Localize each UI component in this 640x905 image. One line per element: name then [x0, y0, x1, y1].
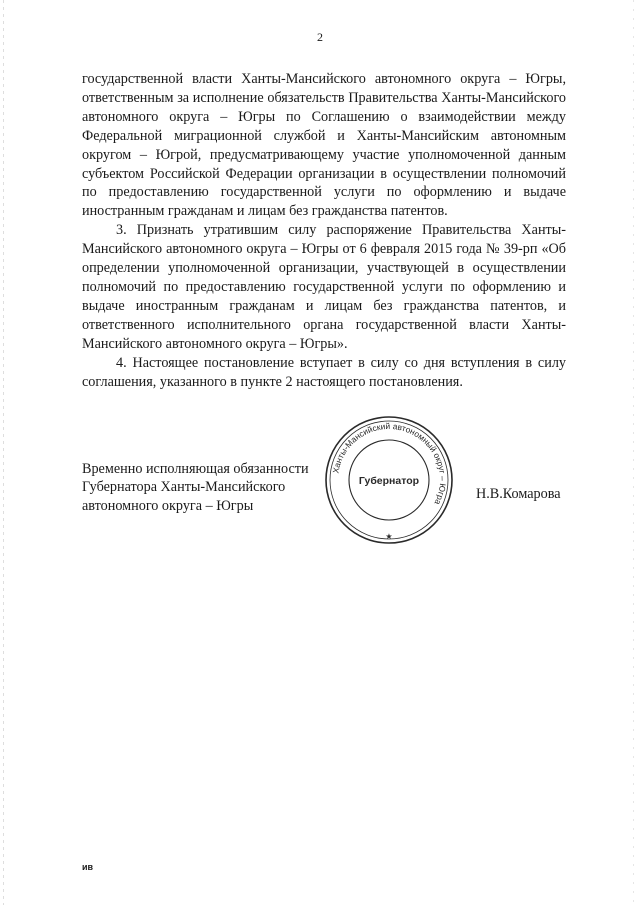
official-seal-stamp — [322, 413, 456, 547]
signature-position-line: Временно исполняющая обязанности — [82, 461, 309, 477]
page-number: 2 — [317, 30, 323, 44]
seal-center-text: Губернатор — [358, 475, 420, 487]
signature-position — [82, 460, 309, 515]
footer-mark: ив — [82, 862, 94, 872]
signer-name: Н.В.Комарова — [476, 486, 561, 502]
scan-edge-right — [633, 0, 634, 905]
signature-position-line: автономного округа – Югры — [82, 497, 254, 514]
paragraph-item-4: 4. Настоящее постановление вступает в силу со дня вступления в силу соглашения, указанного в пункте 2 настоящего постановления. — [82, 354, 566, 390]
seal-star-icon: ★ — [385, 532, 393, 541]
paragraph-continuation: государственной власти Ханты-Мансийского автономного округа – Югры, ответственным за исполнение обязательств Правительства Ханты-Мансийского автономного округа – Югры по Соглашению о взаимодействии между Федеральной миграционной службой и Ханты-Мансийским автономным округом – Югрой, предусматривающему участие уполномоченной данным субъектом Российской Федерации организации в осуществлении полномочий по предоставлению государственной услуги по оформлению и выдаче иностранным гражданам и лицам без гражданства патентов. — [82, 71, 566, 220]
scan-edge-left — [3, 0, 4, 905]
signature-position-line: Губернатора Ханты-Мансийского — [82, 479, 286, 496]
seal-ring-text: Ханты-Мансийский автономный округ – Югра — [330, 420, 449, 507]
paragraph-item-3: 3. Признать утратившим силу распоряжение Правительства Ханты-Мансийского автономного округа – Югры от 6 февраля 2015 года № 39-рп «Об определении уполномоченной организации, участвующей в осуществлении полномочий по предоставлению государственной услуги по оформлению и выдаче иностранным гражданам и лицам без гражданства патентов, и ответственного исполнительного органа государственной власти Ханты-Мансийского автономного округа – Югры». — [82, 222, 566, 352]
document-body — [82, 70, 566, 391]
